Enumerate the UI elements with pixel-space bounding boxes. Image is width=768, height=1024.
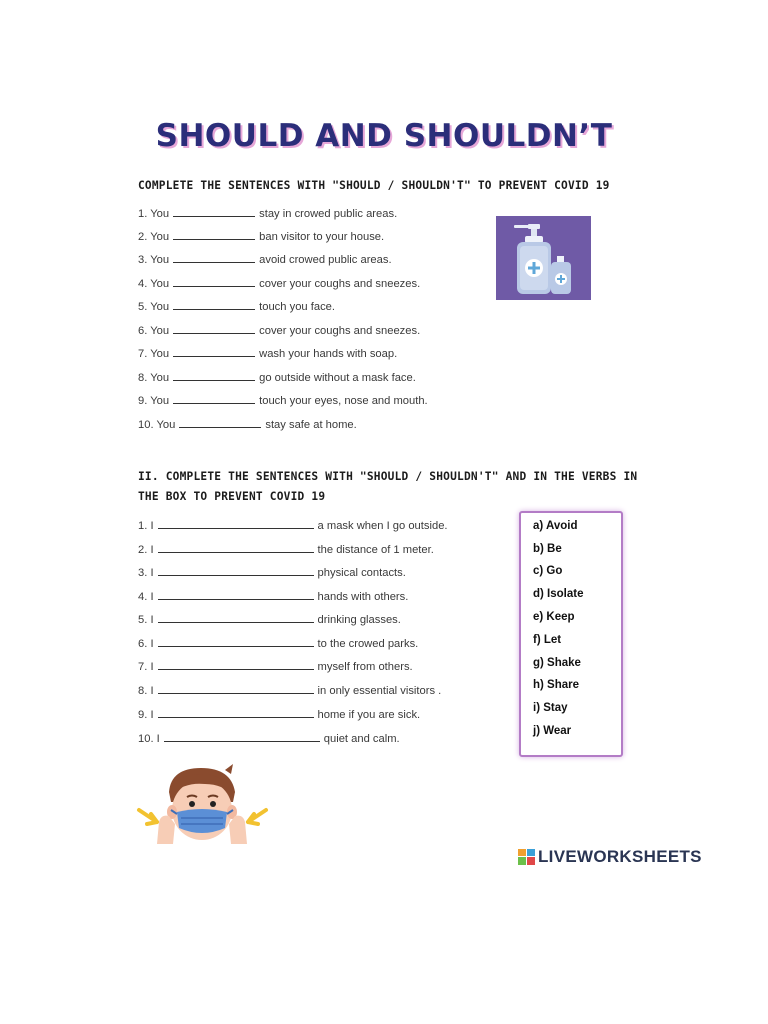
s1-num: 10. You (138, 419, 176, 431)
s2-rest: the distance of 1 meter. (317, 544, 434, 556)
word-option: g) Shake (533, 657, 581, 669)
s1-line-4 (138, 275, 420, 290)
answer-blank[interactable] (158, 541, 314, 553)
s2-num: 7. I (138, 661, 154, 673)
s1-rest: stay in crowed public areas. (259, 208, 398, 220)
s2-rest: drinking glasses. (317, 614, 401, 626)
s2-line-4 (138, 588, 408, 603)
s2-line-1 (138, 517, 448, 532)
s2-rest: quiet and calm. (323, 733, 400, 745)
s2-line-8 (138, 682, 441, 697)
s2-num: 5. I (138, 614, 154, 626)
s1-num: 8. You (138, 372, 170, 384)
answer-blank[interactable] (158, 658, 314, 670)
s2-num: 9. I (138, 709, 154, 721)
liveworksheets-logo-icon (518, 848, 536, 866)
s2-rest: home if you are sick. (317, 709, 421, 721)
answer-blank[interactable] (173, 322, 255, 334)
word-option: b) Be (533, 543, 562, 555)
s2-num: 10. I (138, 733, 160, 745)
s1-line-2 (138, 228, 384, 243)
s1-rest: avoid crowed public areas. (259, 254, 392, 266)
masked-kid-image (135, 762, 270, 852)
answer-blank[interactable] (158, 588, 314, 600)
answer-blank[interactable] (158, 611, 314, 623)
s1-rest: go outside without a mask face. (259, 372, 416, 384)
s1-line-7 (138, 345, 397, 360)
s2-line-9 (138, 706, 420, 721)
s2-rest: to the crowed parks. (317, 638, 419, 650)
answer-blank[interactable] (173, 205, 255, 217)
liveworksheets-logo (518, 846, 702, 868)
answer-blank[interactable] (158, 706, 314, 718)
word-option: h) Share (533, 679, 580, 691)
section1-heading: COMPLETE THE SENTENCES WITH "SHOULD / SHOULDN'T" TO PREVENT COVID 19 (138, 179, 610, 192)
word-box (519, 511, 623, 757)
s2-num: 2. I (138, 544, 154, 556)
word-option: i) Stay (533, 702, 568, 714)
answer-blank[interactable] (158, 517, 314, 529)
s1-rest: stay safe at home. (265, 419, 357, 431)
answer-blank[interactable] (179, 416, 261, 428)
s1-line-10 (138, 416, 357, 431)
s1-num: 6. You (138, 325, 170, 337)
s2-num: 1. I (138, 520, 154, 532)
word-option: f) Let (533, 634, 562, 646)
answer-blank[interactable] (173, 228, 255, 240)
hand-sanitizer-image (496, 216, 591, 300)
s1-rest: touch you face. (259, 301, 336, 313)
s1-rest: cover your coughs and sneezes. (259, 278, 421, 290)
s1-line-1 (138, 205, 397, 220)
hand-sanitizer-icon (496, 216, 591, 300)
word-option: d) Isolate (533, 588, 584, 600)
s2-rest: myself from others. (317, 661, 413, 673)
answer-blank[interactable] (173, 392, 255, 404)
s1-num: 4. You (138, 278, 170, 290)
s2-rest: a mask when I go outside. (317, 520, 448, 532)
s2-line-3 (138, 564, 406, 579)
s2-line-7 (138, 658, 413, 673)
answer-blank[interactable] (158, 564, 314, 576)
s1-line-9 (138, 392, 428, 407)
s1-rest: wash your hands with soap. (259, 348, 398, 360)
s1-rest: cover your coughs and sneezes. (259, 325, 421, 337)
s1-line-6 (138, 322, 420, 337)
answer-blank[interactable] (158, 682, 314, 694)
word-option: j) Wear (533, 725, 572, 737)
s2-line-6 (138, 635, 418, 650)
answer-blank[interactable] (164, 730, 320, 742)
s2-line-10 (138, 730, 400, 745)
word-option: e) Keep (533, 611, 575, 623)
word-option: a) Avoid (533, 520, 578, 532)
answer-blank[interactable] (173, 251, 255, 263)
s1-rest: ban visitor to your house. (259, 231, 385, 243)
worksheet-title: SHOULD AND SHOULDN’T (155, 118, 613, 154)
s1-line-3 (138, 251, 392, 266)
s1-line-5 (138, 298, 335, 313)
s2-rest: hands with others. (317, 591, 409, 603)
s2-num: 4. I (138, 591, 154, 603)
s2-rest: physical contacts. (317, 567, 406, 579)
s2-rest: in only essential visitors . (317, 685, 442, 697)
word-option: c) Go (533, 565, 563, 577)
s2-num: 8. I (138, 685, 154, 697)
answer-blank[interactable] (173, 275, 255, 287)
s2-num: 3. I (138, 567, 154, 579)
s1-num: 1. You (138, 208, 170, 220)
s1-num: 5. You (138, 301, 170, 313)
s1-line-8 (138, 369, 416, 384)
logo-text: LIVEWORKSHEETS (538, 847, 702, 866)
s1-num: 3. You (138, 254, 170, 266)
s2-line-5 (138, 611, 401, 626)
s2-line-2 (138, 541, 434, 556)
section2-heading: II. COMPLETE THE SENTENCES WITH "SHOULD / SHOULDN'T" AND IN THE VERBS IN THE BOX TO PREVENT COVID 19 (138, 470, 638, 503)
s1-rest: touch your eyes, nose and mouth. (259, 395, 428, 407)
masked-kid-icon (135, 762, 270, 852)
s1-num: 2. You (138, 231, 170, 243)
answer-blank[interactable] (173, 298, 255, 310)
s1-num: 9. You (138, 395, 170, 407)
s2-num: 6. I (138, 638, 154, 650)
answer-blank[interactable] (158, 635, 314, 647)
answer-blank[interactable] (173, 345, 255, 357)
s1-num: 7. You (138, 348, 170, 360)
answer-blank[interactable] (173, 369, 255, 381)
